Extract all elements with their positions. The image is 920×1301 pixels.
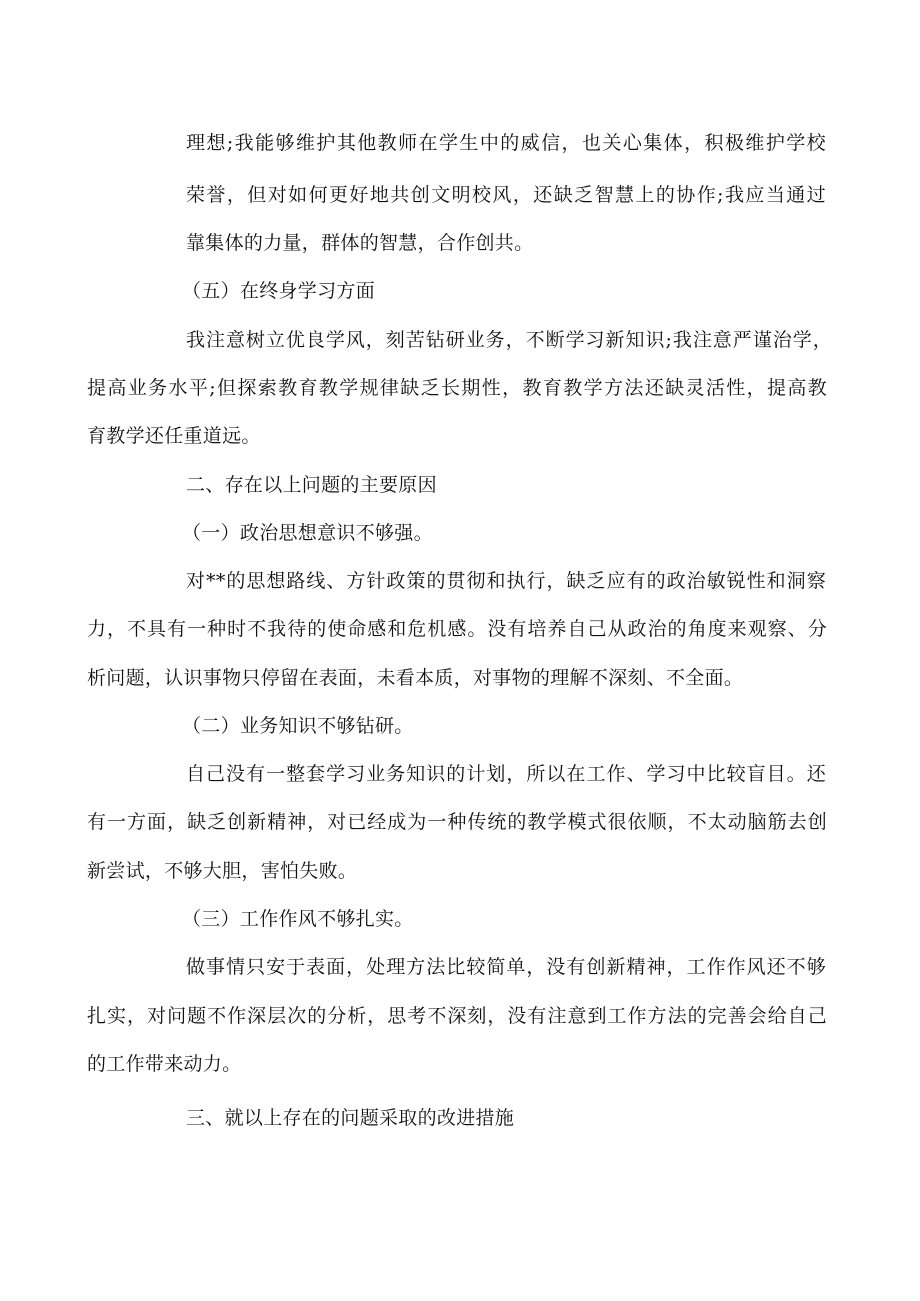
body-text-line: 理想;我能够维护其他教师在学生中的威信，也关心集体，积极维护学校 (186, 132, 826, 154)
subsection-heading: （一）政治思想意识不够强。 (182, 522, 433, 544)
body-text-line: 我注意树立优良学风，刻苦钻研业务，不断学习新知识;我注意严谨治学， (186, 329, 832, 351)
body-text-line: 自己没有一整套学习业务知识的计划，所以在工作、学习中比较盲目。还 (186, 763, 826, 785)
body-text-line: 做事情只安于表面，处理方法比较简单，没有创新精神，工作作风还不够 (186, 956, 826, 978)
body-text-line: 的工作带来动力。 (87, 1053, 242, 1075)
body-text-line: 靠集体的力量，群体的智慧，合作创共。 (186, 232, 534, 254)
subsection-heading: （二）业务知识不够钻研。 (182, 715, 414, 737)
section-heading: 三、就以上存在的问题采取的改进措施 (186, 1107, 515, 1129)
subsection-heading: （三）工作作风不够扎实。 (182, 908, 414, 930)
body-text-line: 有一方面，缺乏创新精神，对已经成为一种传统的教学模式很依顺，不太动脑筋去创 (87, 811, 827, 833)
section-heading: 二、存在以上问题的主要原因 (186, 474, 437, 496)
body-text-line: 育教学还任重道远。 (87, 425, 261, 447)
section-heading: （五）在终身学习方面 (182, 280, 376, 302)
body-text-line: 荣誉，但对如何更好地共创文明校风，还缺乏智慧上的协作;我应当通过 (186, 184, 826, 206)
body-text-line: 析问题，认识事物只停留在表面，未看本质，对事物的理解不深刻、不全面。 (87, 667, 744, 689)
body-text-line: 力，不具有一种时不我待的使命感和危机感。没有培养自己从政治的角度来观察、分 (87, 618, 827, 640)
body-text-line: 对**的思想路线、方针政策的贯彻和执行，缺乏应有的政治敏锐性和洞察 (186, 570, 826, 592)
body-text-line: 新尝试，不够大胆，害怕失败。 (87, 860, 358, 882)
body-text-line: 扎实，对问题不作深层次的分析，思考不深刻，没有注意到工作方法的完善会给自己 (87, 1005, 827, 1027)
body-text-line: 提高业务水平;但探索教育教学规律缺乏长期性，教育教学方法还缺灵活性，提高教 (87, 377, 827, 399)
